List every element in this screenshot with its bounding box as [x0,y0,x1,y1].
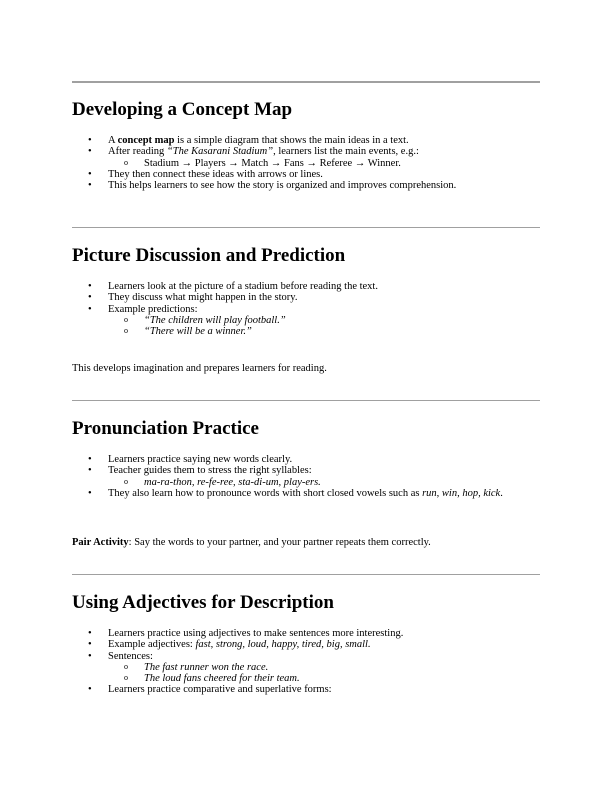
list-item: • After reading “The Kasarani Stadium”, learners list the main events, e.g.: o Stadium → Players → Match → Fans → Referee → Winner. [72,146,540,169]
list-item: • A concept map is a simple diagram that shows the main ideas in a text. [72,135,540,146]
list-item: • Learners look at the picture of a stadium before reading the text. [72,281,540,292]
paragraph: This develops imagination and prepares learners for reading. [72,363,327,374]
sub-list-item: o The fast runner won the race. [108,662,540,673]
adjectives-list [72,628,540,696]
list-item: • Teacher guides them to stress the right syllables: o ma-ra-thon, re-fe-ree, sta-di-um, play-ers. [72,465,540,488]
pronunciation-list [72,454,540,499]
list-item: • Learners practice comparative and superlative forms: [72,684,540,695]
horizontal-rule [72,400,540,401]
example-adjectives: fast, strong, loud, happy, tired, big, small. [195,639,371,651]
sub-list-item: o ma-ra-thon, re-fe-ree, sta-di-um, play-ers. [108,477,540,488]
sub-list-item: o Stadium → Players → Match → Fans → Referee → Winner. [108,158,540,169]
pair-activity-label: Pair Activity [72,537,129,548]
sub-list-item: o “The children will play football.” [108,315,540,326]
sub-list-item: o “There will be a winner.” [108,326,540,337]
list-item: • They also learn how to pronounce words with short closed vowels such as run, win, hop, kick. [72,488,540,499]
list-item: • This helps learners to see how the story is organized and improves comprehension. [72,180,540,191]
horizontal-rule [72,574,540,575]
list-item: • Example predictions: o “The children will play football.” o “There will be a winner.” [72,304,540,338]
section-heading-picture-discussion: Picture Discussion and Prediction [72,245,346,266]
sub-list-item: o The loud fans cheered for their team. [108,673,540,684]
list-item: • Learners practice using adjectives to make sentences more interesting. [72,628,540,639]
list-item: • They discuss what might happen in the story. [72,292,540,303]
bold-term: concept map [117,135,175,146]
horizontal-rule [72,227,540,228]
list-item: • Sentences: o The fast runner won the race. o The loud fans cheered for their team. [72,651,540,685]
example-words: run, win, hop, kick [422,487,501,499]
story-title: “The Kasarani Stadium” [166,146,274,158]
section-heading-pronunciation: Pronunciation Practice [72,418,259,439]
sub-list [108,662,540,685]
sub-list [108,315,540,338]
sub-list [108,158,540,169]
sub-list [108,477,540,488]
pair-activity-paragraph: Pair Activity: Say the words to your partner, and your partner repeats them correctly. [72,537,431,548]
horizontal-rule [72,81,540,83]
list-item: • Example adjectives: fast, strong, loud, happy, tired, big, small. [72,639,540,650]
concept-map-list [72,135,540,191]
section-heading-concept-map: Developing a Concept Map [72,99,293,120]
list-item: • They then connect these ideas with arrows or lines. [72,169,540,180]
list-item: • Learners practice saying new words clearly. [72,454,540,465]
picture-discussion-list [72,281,540,337]
section-heading-adjectives: Using Adjectives for Description [72,592,334,613]
